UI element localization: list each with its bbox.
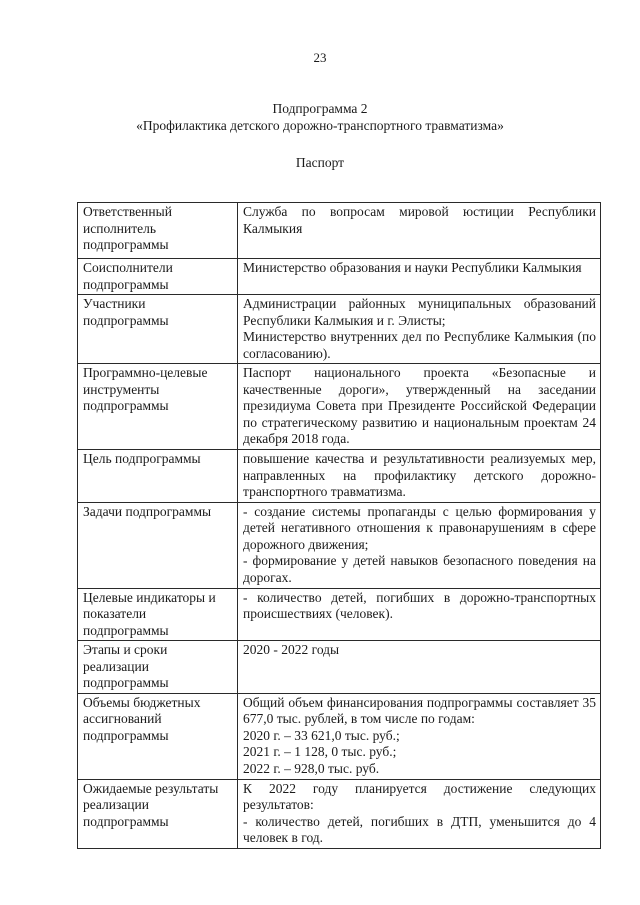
row-value <box>238 203 601 259</box>
table-row <box>78 502 601 588</box>
row-label: Ответственный исполнитель подпрограммы <box>78 203 238 259</box>
table-row <box>78 588 601 641</box>
value-line: 2021 г. – 1 128, 0 тыс. руб.; <box>243 744 397 759</box>
row-label: Цель подпрограммы <box>78 450 238 503</box>
value-line: Министерство внутренних дел по Республике Калмыкия (по согласованию). <box>243 329 596 361</box>
value-line: 2022 г. – 928,0 тыс. руб. <box>243 760 380 776</box>
table-row <box>78 259 601 295</box>
row-value <box>238 502 601 588</box>
passport-table <box>77 202 601 849</box>
row-value <box>238 364 601 450</box>
value-line: - количество детей, погибших в дорожно-транспортных происшествиях (человек). <box>243 589 596 621</box>
row-label: Ожидаемые результаты реализации подпрограммы <box>78 779 238 848</box>
table-row <box>78 450 601 503</box>
subprogram-title: «Профилактика детского дорожно-транспортного травматизма» <box>136 118 504 133</box>
value-line: повышение качества и результативности реализуемых мер, направленных на профилактику детского дорожно-транспортного травматизма. <box>243 451 596 499</box>
table-row <box>78 364 601 450</box>
table-row <box>78 693 601 779</box>
row-label: Объемы бюджетных ассигнований подпрограммы <box>78 693 238 779</box>
value-line: - создание системы пропаганды с целью формирования у детей негативного отношения к правонарушениям в сфере дорожного движения; <box>243 503 596 552</box>
value-line: Министерство образования и науки Республики Калмыкия <box>243 260 582 275</box>
subprogram-number: Подпрограмма 2 <box>272 101 368 116</box>
row-value <box>238 693 601 779</box>
value-line: Служба по вопросам мировой юстиции Республики Калмыкия <box>243 204 596 236</box>
value-line: Паспорт национального проекта «Безопасные и качественные дороги», утвержденный на заседании президиума Совета при Президенте Российской Федерации по стратегическому развитию и национальным проектам 24 декабря 2018 года. <box>243 365 596 446</box>
row-value <box>238 295 601 364</box>
page-number: 23 <box>313 50 327 65</box>
subprogram-heading <box>0 100 640 134</box>
passport-title: Паспорт <box>295 155 345 170</box>
value-line: К 2022 году планируется достижение следующих результатов: <box>243 780 596 812</box>
row-label: Соисполнители подпрограммы <box>78 259 238 295</box>
row-value <box>238 259 601 295</box>
value-line: 2020 г. – 33 621,0 тыс. руб.; <box>243 727 400 743</box>
row-label: Участники подпрограммы <box>78 295 238 364</box>
row-value <box>238 779 601 848</box>
row-value <box>238 450 601 503</box>
row-value <box>238 588 601 641</box>
value-line: Общий объем финансирования подпрограммы составляет 35 677,0 тыс. рублей, в том числе по годам: <box>243 694 596 726</box>
value-line: Администрации районных муниципальных образований Республики Калмыкия и г. Элисты; <box>243 296 596 328</box>
row-label: Целевые индикаторы и показатели подпрограммы <box>78 588 238 641</box>
table-row <box>78 779 601 848</box>
row-label: Программно-целевые инструменты подпрограммы <box>78 364 238 450</box>
value-line: 2020 - 2022 годы <box>243 642 340 657</box>
row-label: Задачи подпрограммы <box>78 502 238 588</box>
table-row <box>78 641 601 694</box>
row-value <box>238 641 601 694</box>
table-row <box>78 295 601 364</box>
row-label: Этапы и сроки реализации подпрограммы <box>78 641 238 694</box>
table-row <box>78 203 601 259</box>
value-line: - формирование у детей навыков безопасного поведения на дорогах. <box>243 553 596 585</box>
value-line: - количество детей, погибших в ДТП, уменьшится до 4 человек в год. <box>243 813 596 845</box>
